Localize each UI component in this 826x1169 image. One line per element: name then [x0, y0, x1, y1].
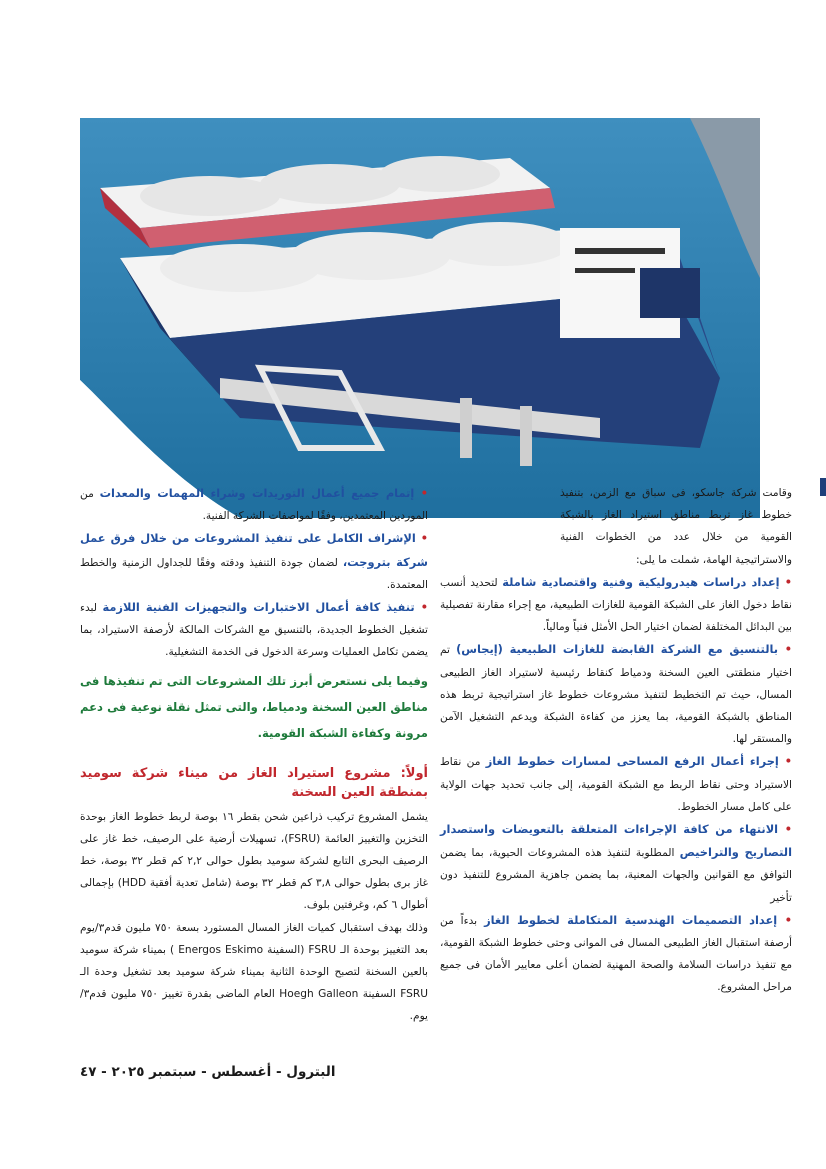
bullet-body: لضمان جودة التنفيذ ودقته وفقًا للجداول الزمنية والخطط المعتمدة. [80, 556, 428, 591]
bullet-body: من الموردين المعتمدين، وفقًا لمواصفات الشركة الفنية. [80, 488, 428, 523]
bullet-heading: • إعداد التصميمات الهندسية المتكاملة لخطوط الغاز [484, 913, 792, 927]
edge-marker [820, 478, 826, 496]
bullet-heading: • إتمام جميع أعمال التوريدات وشراء المهمات والمعدات [100, 486, 428, 500]
highlight-paragraph: وفيما يلى نستعرض أبرز تلك المشروعات التى تم تنفيذها فى مناطق العين السخنة ودمياط، والتى تمثل نقلة نوعية فى دعم مرونة وكفاءة الشبكة القومية. [80, 673, 428, 740]
lng-ships-illustration [80, 118, 760, 518]
bullet-heading: • الإشراف الكامل على تنفيذ المشروعات من خلال فرق عمل شركة بتروجت، [80, 531, 428, 568]
bullet-heading: • تنفيذ كافة أعمال الاختبارات والتجهيزات الفنية اللازمة [102, 600, 428, 614]
bullet-item [80, 482, 428, 527]
intro-paragraph: وقامت شركة جاسكو، فى سباق مع الزمن، بتنفيذ خطوط غاز تربط مناطق استيراد الغاز بالشبكة القومية من خلال عدد من الخطوات الفنية والاستراتيجية الهامة، شملت ما يلى: [560, 487, 792, 566]
bullet-body: لتحديد أنسب نقاط دخول الغاز على الشبكة القومية للغازات الطبيعية، مع إجراء مقارنة تفصيلية بين البدائل المختلفة لضمان اختيار الحل الأمثل فنياً ومالياً. [440, 576, 792, 634]
bullet-item [440, 818, 792, 909]
page-footer: البترول - أغسطس - سبتمبر ٢٠٢٥ - ٤٧ [80, 1064, 336, 1080]
lng-ships-photo [80, 118, 760, 518]
bullet-body: لبدء تشغيل الخطوط الجديدة، بالتنسيق مع الشركات المالكة لأرصفة الاستيراد، بما يضمن تكامل العمليات وسرعة الدخول فى الخدمة التشغيلية. [80, 602, 428, 659]
bullet-item [440, 909, 792, 999]
bullet-item [80, 527, 428, 596]
bullet-item [80, 596, 428, 664]
bullet-body: تم اختيار منطقتى العين السخنة ودمياط كنقاط رئيسية لاستيراد الغاز الطبيعى المسال، حيث تم التخطيط لتنفيذ مشروعات خطوط غاز استراتيجية تربط هذه المناطق بالشبكة القومية، بما يعزز من كفاءة الشبكة ويدعم التشغيل الآمن والمستقر لها. [440, 644, 792, 746]
bullet-heading: • الانتهاء من كافة الإجراءات المتعلقة بالتعويضات واستصدار التصاريح والتراخيص [440, 822, 792, 859]
bullet-heading: • بالتنسيق مع الشركة القابضة للغازات الطبيعية (إيجاس) [456, 642, 792, 656]
bullet-item [440, 571, 792, 639]
section-title: أولاً: مشروع استيراد الغاز من ميناء شركة سوميد بمنطقة العين السخنة [80, 765, 428, 800]
section-paragraph: يشمل المشروع تركيب ذراعين شحن بقطر ١٦ بوصة لربط خطوط الغاز بوحدة التخزين والتغييز العائمة (FSRU)، تسهيلات أرضية على الرصيف، خط غاز على الرصيف البحرى التابع لشركة سوميد بطول حوالى ٢,٢ كم قطر ٣٢ بوصة، خط غاز برى بطول حوالى ٣,٨ كم قطر ٣٢ بوصة (شامل تعدية أفقية HDD) بإجمالى أطوال ٦ كم، وغرفتين بلوف. [80, 810, 429, 912]
bullet-body: بدءاً من أرصفة استقبال الغاز الطبيعى المسال فى الموانى وحتى خطوط الشبكة القومية، مع تنفيذ دراسات السلامة والصحة المهنية لضمان أعلى معايير الأمان فى جميع مراحل المشروع. [440, 914, 792, 994]
bullet-heading: • إجراء أعمال الرفع المساحى لمسارات خطوط الغاز [486, 754, 792, 768]
bullet-body: من نقاط الاستيراد وحتى نقاط الربط مع الشبكة القومية، إلى جانب تحديد جهات الولاية على كامل مسار الخطوط. [440, 756, 792, 813]
left-column [80, 482, 428, 1028]
bullet-item [440, 638, 792, 750]
right-column [440, 482, 792, 999]
section-paragraph: وذلك بهدف استقبال كميات الغاز المسال المستورد بسعة ٧٥٠ مليون قدم٣/يوم بعد التغييز بوحدة الـ FSRU (السفينة Energos Eskimo ) بميناء شركة سوميد بالعين السخنة لتصبح الوحدة الثانية بميناء شركة سوميد بعد تشغيل وحدة الـ FSRU السفينة Hoegh Galleon العام الماضى بقدرة تغييز ٧٥٠ مليون قدم٣/يوم. [80, 921, 428, 1023]
bullet-body: المطلوبة لتنفيذ هذه المشروعات الحيوية، بما يضمن التوافق مع القوانين والجهات المعنية، بما يضمن جاهزية المشروع للتنفيذ دون تأخير [440, 847, 792, 904]
bullet-item [440, 750, 792, 818]
bullet-heading: • إعداد دراسات هيدروليكية وفنية واقتصادية شاملة [502, 575, 792, 589]
